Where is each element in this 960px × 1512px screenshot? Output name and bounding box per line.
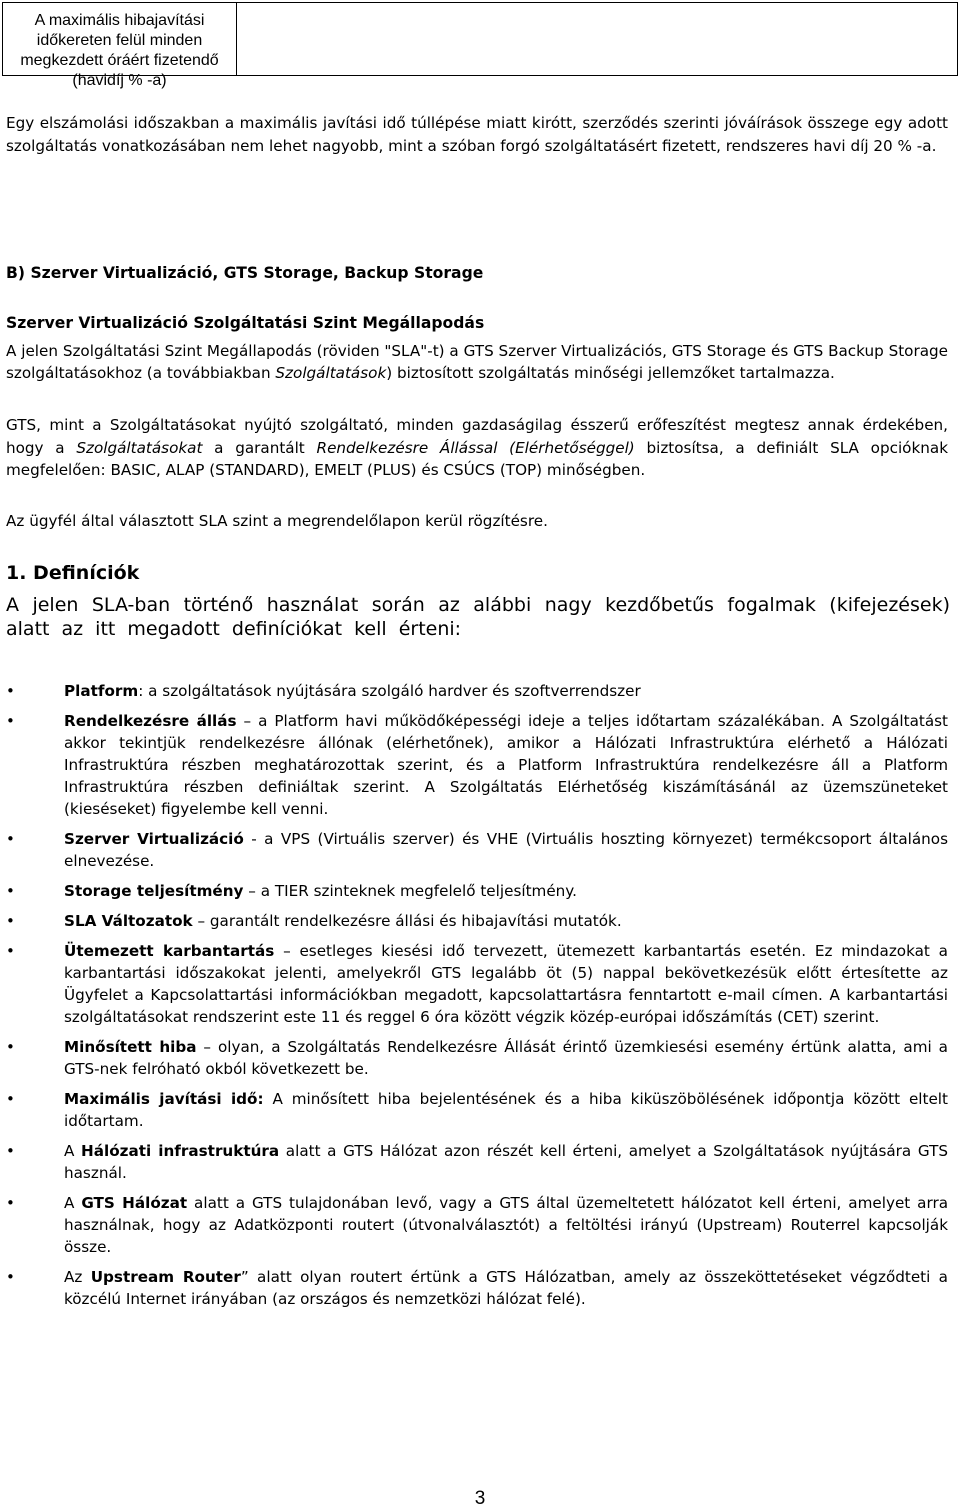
definition-term: GTS Hálózat: [81, 1194, 188, 1212]
definition-item: [0, 940, 948, 1028]
table-cell-empty: [237, 3, 957, 75]
definition-term: Hálózati infrastruktúra: [81, 1142, 280, 1160]
definition-text: – garantált rendelkezésre állási és hibajavítási mutatók.: [192, 912, 622, 930]
definition-text: – a Platform havi működőképességi ideje a teljes időtartam százalékában. A Szolgáltatást akkor tekintjük rendelkezésre állónak (elérhetőnek), amikor a Hálózati Infrastruktúra elérhető a Hálózati Infrastruktúra részben meghatározottak szerint, és a Platform Infrastruktúra rendelkezésre áll a Platform Infrastruktúra részben definiáltak szerint. A Szolgáltatás Elérhetőség kiszámításánál az üzemszüneteket (kieséseket) figyelembe kell venni.: [64, 712, 949, 818]
sla-intro-paragraph: A jelen Szolgáltatási Szint Megállapodás (röviden "SLA"-t) a GTS Szerver Virtualizációs, GTS Storage és GTS Backup Storage szolgáltatásokhoz (a továbbiakban Szolgáltatások) biztosított szolgáltatás minőségi jellemzőket tartalmazza.: [6, 342, 948, 382]
bullet-icon: •: [6, 712, 15, 730]
definition-term: Ütemezett karbantartás: [64, 942, 275, 960]
bullet-icon: •: [6, 1268, 15, 1286]
bullet-icon: •: [6, 1038, 15, 1056]
definition-prefix: A: [64, 1142, 82, 1160]
bullet-icon: •: [6, 942, 15, 960]
definition-term: Storage teljesítmény: [64, 882, 244, 900]
definition-text: ” alatt olyan routert értünk a GTS Hálózatban, amely az összeköttetéseket végződteti a közcélú Internet irányában (az országos és nemzetközi hálózat felé).: [64, 1268, 948, 1308]
definition-prefix: A: [64, 1194, 82, 1212]
bullet-icon: •: [6, 1194, 15, 1212]
bullet-icon: •: [6, 830, 15, 848]
section-b-title: B) Szerver Virtualizáció, GTS Storage, Backup Storage: [6, 264, 484, 282]
client-sla-paragraph: Az ügyfél által választott SLA szint a megrendelőlapon kerül rögzítésre.: [6, 512, 548, 530]
definition-item: [0, 1140, 948, 1184]
bullet-icon: •: [6, 682, 15, 700]
definition-text: – esetleges kiesési idő tervezett, ütemezett karbantartás esetén. Ez mindazokat a karbantartási időszakokat jelenti, amelyekről GTS legalább öt (5) nappal bekövetkezésük előtt értesítette az Ügyfelet a Kapcsolattartási információkban megadott, kapcsolattartásra fenntartott e-mail címen. A karbantartási szolgáltatásokat rendszerint este 11 és reggel 6 óra között végzik közép-európai időszámítás (CET) szerint.: [64, 942, 948, 1026]
definition-item: [0, 1036, 948, 1080]
definition-text: A minősített hiba bejelentésének és a hiba kiküszöbölésének időpontja között eltelt időtartam.: [64, 1090, 948, 1130]
bullet-icon: •: [6, 1090, 15, 1108]
definition-term: SLA Változatok: [64, 912, 193, 930]
bullet-icon: •: [6, 912, 15, 930]
definition-prefix: Az: [64, 1268, 91, 1286]
definition-text: – a TIER szinteknek megfelelő teljesítmény.: [243, 882, 577, 900]
definition-term: Upstream Router: [90, 1268, 241, 1286]
page-number: 3: [474, 1488, 486, 1509]
table-cell-penalty-label: A maximális hibajavítási időkereten felül minden megkezdett óráért fizetendő (havidíj % -a): [3, 3, 237, 75]
definition-term: Maximális javítási idő:: [64, 1090, 264, 1108]
definition-item: [0, 1088, 948, 1132]
definition-item: [0, 910, 948, 932]
bullet-icon: •: [6, 1142, 15, 1160]
definition-term: Rendelkezésre állás: [64, 712, 237, 730]
penalty-cap-paragraph: Egy elszámolási időszakban a maximális javítási idő túllépése miatt kirótt, szerződés szerinti jóváírások összege egy adott szolgáltatás vonatkozásában nem lehet nagyobb, mint a szóban forgó szolgáltatásért fizetett, rendszeres havi díj 20 % -a.: [6, 114, 948, 155]
definition-term: Minősített hiba: [64, 1038, 197, 1056]
definition-text: alatt a GTS tulajdonában levő, vagy a GTS által üzemeltetett hálózatot kell érteni, amelyet arra használnak, hogy az Adatközponti routert (útvonalválasztót) a feltöltési irányú (Upstream) Routerrel kapcsolják össze.: [64, 1194, 949, 1256]
definition-item: [0, 828, 948, 872]
definitions-heading: 1. Definíciók: [6, 562, 140, 584]
definition-item: [0, 680, 948, 702]
definition-item: [0, 880, 948, 902]
definition-item: [0, 710, 948, 820]
definition-text: - a VPS (Virtuális szerver) és VHE (Virtuális hoszting környezet) termékcsoport általános elnevezése.: [64, 830, 948, 870]
definitions-intro: A jelen SLA-ban történő használat során az alábbi nagy kezdőbetűs fogalmak (kifejezések) alatt az itt megadott definíciókat kell érteni:: [6, 594, 950, 640]
definition-item: [0, 1266, 948, 1310]
definition-term: Platform: [64, 682, 139, 700]
definitions-list: [0, 680, 948, 1318]
definition-text: : a szolgáltatások nyújtására szolgáló hardver és szoftverrendszer: [138, 682, 641, 700]
sla-title: Szerver Virtualizáció Szolgáltatási Szint Megállapodás: [6, 314, 485, 332]
definition-term: Szerver Virtualizáció: [64, 830, 244, 848]
bullet-icon: •: [6, 882, 15, 900]
gts-commitment-paragraph: GTS, mint a Szolgáltatásokat nyújtó szolgáltató, minden gazdaságilag ésszerű erőfeszítést megtesz annak érdekében, hogy a Szolgáltatásokat a garantált Rendelkezésre Állással (Elérhetőséggel) biztosítsa, a definiált SLA opcióknak megfelelően: BASIC, ALAP (STANDARD), EMELT (PLUS) és CSÚCS (TOP) minőségben.: [6, 416, 948, 479]
definition-item: [0, 1192, 948, 1258]
definition-text: – olyan, a Szolgáltatás Rendelkezésre Állását érintő üzemkiesési esemény értünk alatta, ami a GTS-nek felróható okból következett be.: [64, 1038, 948, 1078]
definition-text: alatt a GTS Hálózat azon részét kell érteni, amelyet a Szolgáltatások nyújtására GTS használ.: [64, 1142, 948, 1182]
header-table: [2, 2, 958, 89]
